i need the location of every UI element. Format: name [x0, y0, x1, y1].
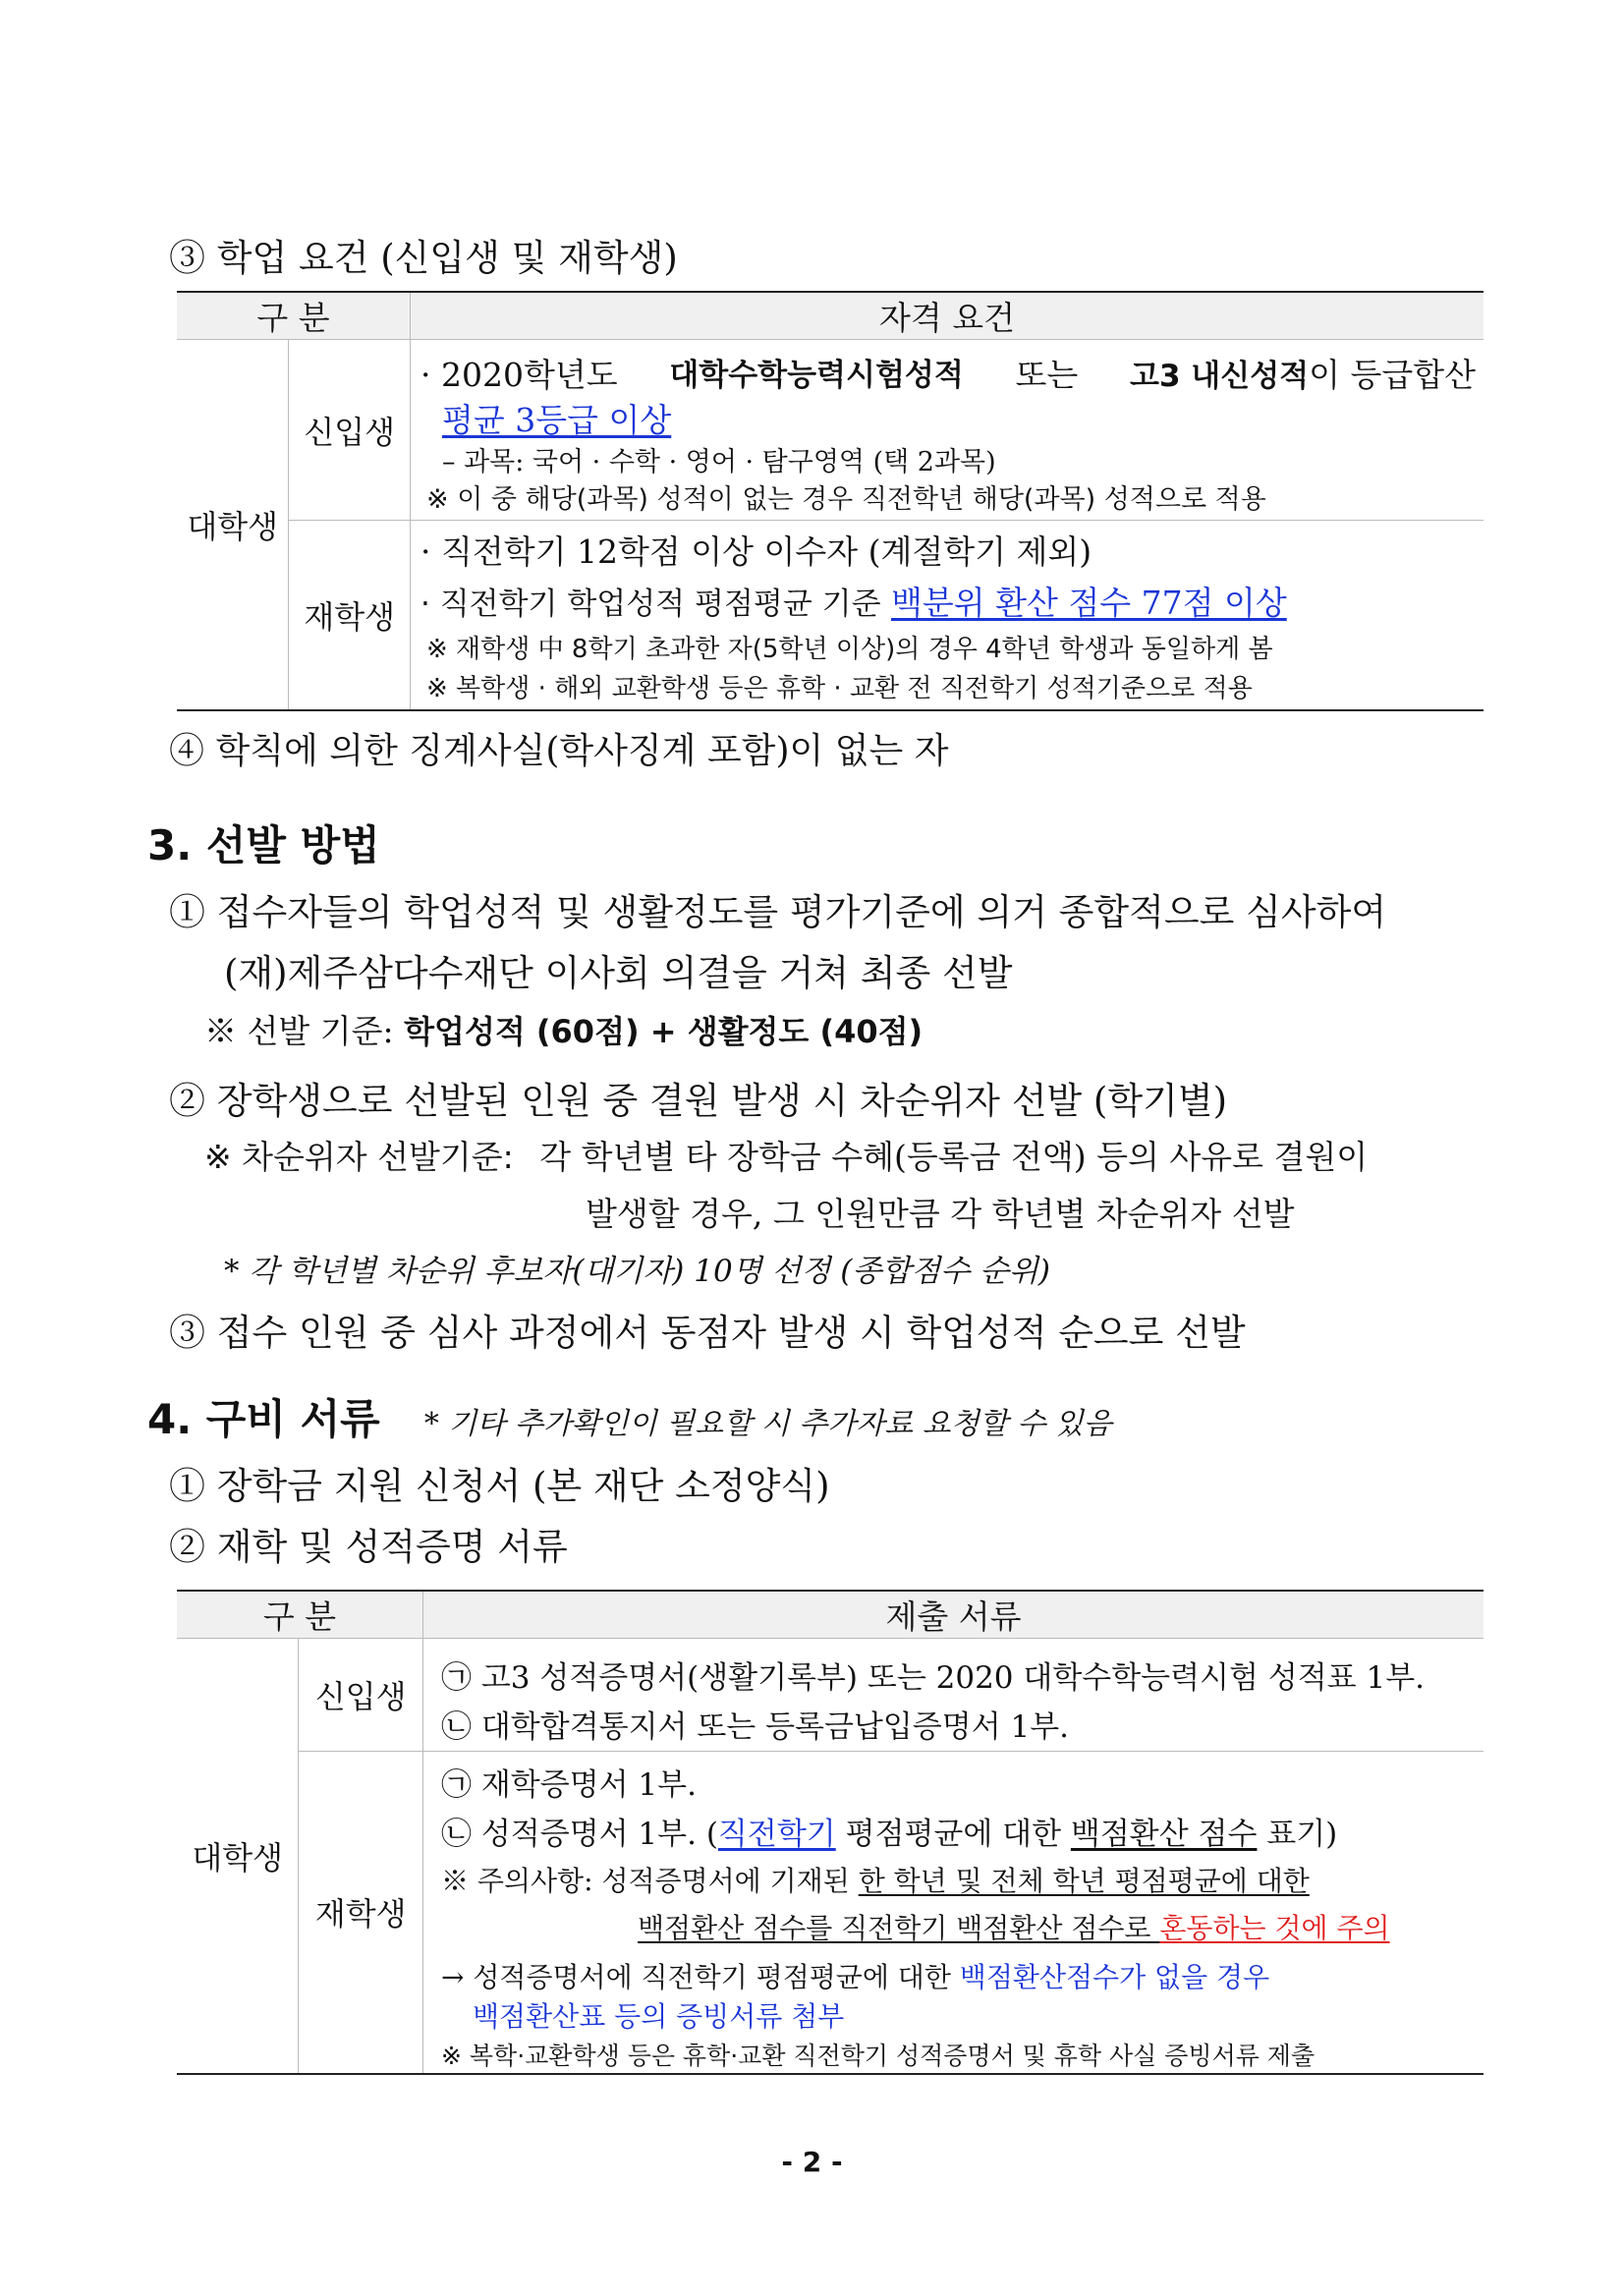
highlight-grade-average: 평균 3등급 이상 [442, 401, 672, 439]
table-header-category: 구 분 [177, 1591, 423, 1639]
text-line: 한 학년 및 전체 학년 평점평균에 대한 [858, 1865, 1310, 1897]
text-line: 성적증명서에 기재된 [601, 1865, 850, 1897]
credit-requirement: · 직전학기 12학점 이상 이수자 (계절학기 제외) [420, 532, 1092, 571]
text-line: 고3 내신성적 [1130, 359, 1310, 394]
page-number: - 2 - [781, 2146, 843, 2178]
document-item-1: ① 장학금 지원 신청서 (본 재단 소정양식) [169, 1465, 830, 1507]
text-line: ※ 선발 기준: [204, 1012, 394, 1050]
text-line: ① 접수자들의 학업성적 및 생활정도를 평가기준에 의거 종합적으로 심사하여 [169, 891, 1387, 933]
senior-note: ※ 재학생 中 8학기 초과한 자(5학년 이상)의 경우 4학년 학생과 동일하게 봄 [426, 635, 1273, 664]
row-group-label: 대학생 [177, 340, 289, 710]
substitute-note: ※ 이 중 해당(과목) 성적이 없는 경우 직전학년 해당(과목) 성적으로 적용 [426, 484, 1266, 515]
text-line: 혼동하는 것에 주의 [1159, 1912, 1390, 1944]
section-title-selection: 3. 선발 방법 [147, 821, 380, 869]
text-line: 표기) [1257, 1817, 1338, 1852]
disciplinary-requirement: ④ 학칙에 의한 징계사실(학사징계 포함)이 없는 자 [169, 731, 949, 771]
missing-score-note-cont: 백점환산표 등의 증빙서류 첨부 [473, 2000, 845, 2033]
table-header-category: 구 분 [177, 292, 411, 340]
row-label-enrolled: 재학생 [299, 1752, 423, 2074]
text-line: 또는 [1015, 356, 1079, 394]
freshman-documents [423, 1639, 1484, 1752]
returning-note: ※ 복학생 · 해외 교환학생 등은 휴학 · 교환 전 직전학기 성적기준으로 적용 [426, 674, 1253, 703]
gpa-requirement [420, 578, 1287, 624]
waiting-list-note: * 각 학년별 차순위 후보자(대기자) 10명 선정 (종합점수 순위) [224, 1254, 1050, 1289]
required-documents-table [177, 1590, 1484, 2075]
text-line: * 기타 추가확인이 필요할 시 추가자료 요청할 수 있음 [423, 1407, 1112, 1441]
doc-line: ㉡ 대학합격통지서 또는 등록금납입증명서 1부. [441, 1709, 1070, 1745]
row-label-freshman: 신입생 [299, 1639, 423, 1752]
doc-line [441, 1809, 1337, 1853]
section-title-documents [147, 1387, 1112, 1446]
selection-item-1 [169, 882, 1484, 935]
row-group-label: 대학생 [177, 1639, 299, 2074]
enrolled-documents [423, 1752, 1484, 2074]
text-line: · 직전학기 학업성적 평점평균 기준 [420, 587, 881, 622]
caution-note-cont [638, 1907, 1390, 1946]
missing-score-note [441, 1956, 1269, 1995]
text-line: 4. 구비 서류 [147, 1395, 380, 1443]
text-line: · 2020학년도 [420, 356, 618, 394]
selection-item-1-cont: (재)제주삼다수재단 이사회 의결을 거쳐 최종 선발 [224, 952, 1013, 994]
caution-note [441, 1860, 1310, 1899]
text-line: 이 등급합산 [1309, 356, 1476, 394]
runner-up-criteria-note-cont: 발생할 경우, 그 인원만큼 각 학년별 차순위자 선발 [586, 1195, 1295, 1233]
text-line: 백분위 환산 점수 77점 이상 [891, 584, 1287, 622]
table-header-documents: 제출 서류 [423, 1591, 1484, 1639]
freshman-requirements [411, 340, 1484, 521]
selection-item-3: ③ 접수 인원 중 심사 과정에서 동점자 발생 시 학업성적 순으로 선발 [169, 1312, 1246, 1354]
text-line: 학업성적 (60점) + 생활정도 (40점) [404, 1013, 924, 1050]
document-item-2: ② 재학 및 성적증명 서류 [169, 1526, 568, 1568]
text-line: 직전학기 [717, 1817, 836, 1852]
text-line: ※ 차순위자 선발기준: [204, 1138, 514, 1176]
section-heading-academic-requirements: ③ 학업 요건 (신입생 및 재학생) [169, 237, 678, 279]
selection-item-2: ② 장학생으로 선발된 인원 중 결원 발생 시 차순위자 선발 (학기별) [169, 1080, 1228, 1122]
table-header-requirements: 자격 요건 [411, 292, 1484, 340]
academic-requirements-table [177, 291, 1484, 711]
text-line: 백점환산점수가 없을 경우 [959, 1961, 1270, 1993]
doc-line: ㉠ 재학증명서 1부. [441, 1767, 697, 1803]
runner-up-criteria-note [204, 1132, 1368, 1178]
text-line: ※ 주의사항: [441, 1865, 593, 1897]
text-line: ㉡ 성적증명서 1부. ( [441, 1817, 718, 1852]
text-line: → 성적증명서에 직전학기 평점평균에 대한 [441, 1961, 951, 1993]
row-label-freshman: 신입생 [289, 340, 411, 521]
text-line: 각 학년별 타 장학금 수혜(등록금 전액) 등의 사유로 결원이 [539, 1138, 1369, 1176]
text-line: 대학수학능력시험성적 [669, 358, 964, 393]
subject-note: – 과목: 국어 · 수학 · 영어 · 탐구영역 (택 2과목) [442, 447, 996, 477]
enrolled-requirements [411, 521, 1484, 710]
row-label-enrolled: 재학생 [289, 521, 411, 710]
returning-docs-note: ※ 복학·교환학생 등은 휴학·교환 직전학기 성적증명서 및 휴학 사실 증빙서류 제출 [441, 2042, 1316, 2070]
doc-line: ㉠ 고3 성적증명서(생활기록부) 또는 2020 대학수학능력시험 성적표 1부. [441, 1660, 1426, 1696]
text-line: 백점환산 점수 [1070, 1817, 1258, 1852]
selection-criteria-note [204, 1006, 923, 1052]
text-line: 평점평균에 대한 [835, 1817, 1071, 1852]
text-line: 백점환산 점수를 직전학기 백점환산 점수로 [638, 1912, 1160, 1944]
